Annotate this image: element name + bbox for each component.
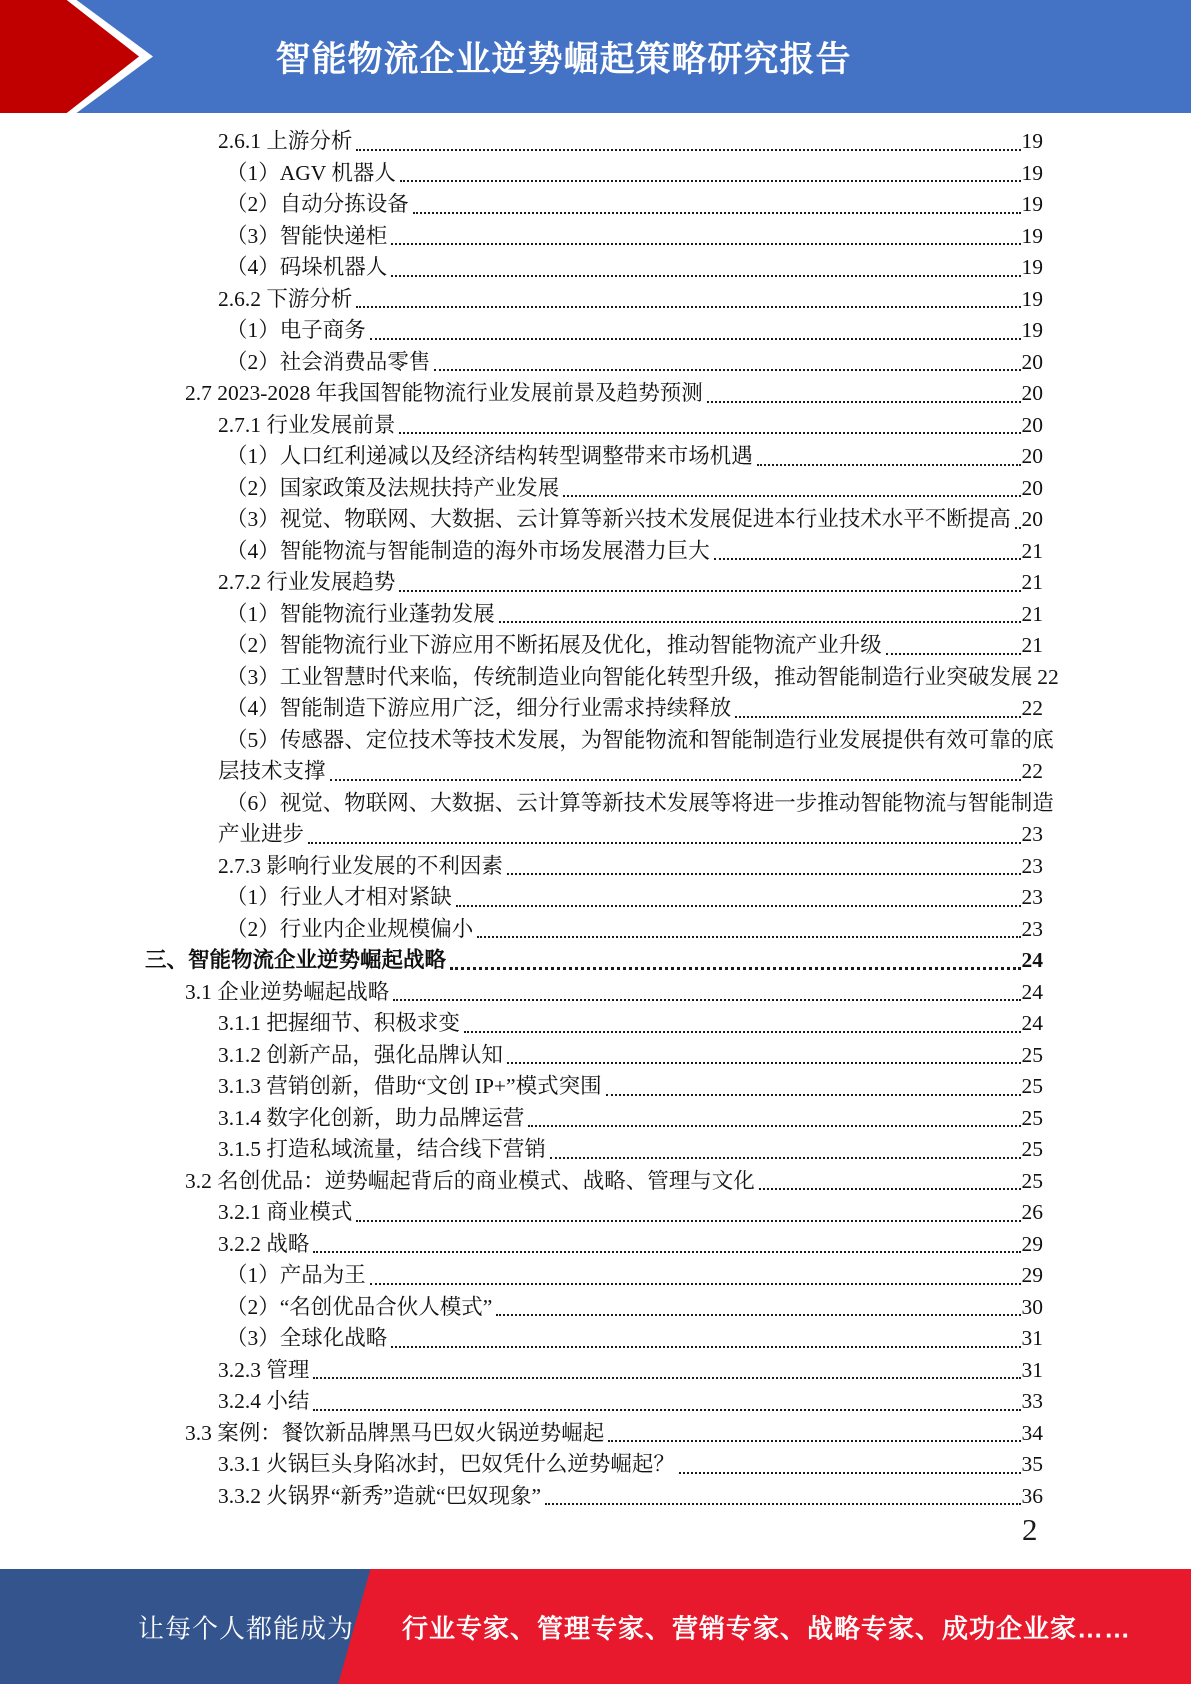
report-title: 智能物流企业逆势崛起策略研究报告: [275, 39, 852, 79]
dot-leader: [679, 1472, 1021, 1474]
toc-page-number: 36: [1021, 1483, 1043, 1508]
toc-entry-text: （1）产品为王: [226, 1263, 366, 1287]
toc-entry-text: （4）码垛机器人: [226, 255, 388, 279]
dot-leader: [308, 842, 1020, 844]
dot-leader: [477, 936, 1020, 938]
toc-page-number: 19: [1021, 286, 1043, 311]
toc-entry-text: （2）“名创优品合伙人模式”: [226, 1294, 493, 1319]
toc-entry-text: （2）自动分拣设备: [226, 192, 409, 216]
dot-leader: [608, 1440, 1020, 1442]
toc-entry[interactable]: [0, 284, 1043, 316]
toc-entry[interactable]: [0, 1229, 1043, 1261]
toc-page-number: 26: [1021, 1200, 1043, 1224]
toc-page-number: 23: [1021, 916, 1043, 941]
toc-page-number: 25: [1021, 1042, 1043, 1067]
toc-entry-text: （2）社会消费品零售: [226, 349, 431, 374]
toc-page-number: 25: [1021, 1105, 1043, 1130]
toc-entry-text: （3）视觉、物联网、大数据、云计算等新兴技术发展促进本行业技术水平不断提高: [226, 507, 1011, 531]
toc-entry[interactable]: [0, 945, 1043, 977]
toc-entry[interactable]: [0, 662, 1059, 694]
toc-page-number: 19: [1021, 192, 1043, 216]
toc-page-number: 35: [1021, 1452, 1043, 1476]
dot-leader: [464, 1031, 1021, 1033]
dot-leader: [313, 1409, 1020, 1411]
dot-leader: [456, 905, 1021, 907]
toc-entry-text: （1）人口红利递减以及经济结构转型调整带来市场机遇: [226, 444, 753, 468]
toc-page-number: 24: [1021, 948, 1043, 972]
toc-entry[interactable]: [0, 252, 1043, 284]
toc-entry-text: 3.1.3 营销创新，借助“文创 IP+”模式突围: [218, 1074, 602, 1098]
toc-entry-text: 2.7 2023-2028 年我国智能物流行业发展前景及趋势预测: [185, 381, 703, 405]
toc-entry[interactable]: [0, 126, 1043, 158]
toc-entry-text: 3.2.1 商业模式: [218, 1200, 353, 1224]
toc-entry-text: （3）全球化战略: [226, 1326, 388, 1350]
toc-entry[interactable]: [0, 504, 1043, 536]
dot-leader: [759, 1188, 1021, 1190]
toc-entry[interactable]: [0, 221, 1043, 253]
toc-page-number: 20: [1021, 475, 1043, 500]
dot-leader: [507, 873, 1021, 875]
toc-entry[interactable]: [0, 1292, 1043, 1324]
toc-entry-text: 2.6.2 下游分析: [218, 286, 353, 311]
dot-leader: [563, 495, 1020, 497]
toc-entry-text: 3.2.3 管理: [218, 1357, 310, 1382]
page-header-banner: [0, 0, 1191, 113]
dot-leader: [330, 779, 1021, 781]
dot-leader: [545, 1503, 1020, 1505]
toc-page-number: 19: [1021, 223, 1043, 248]
toc-page-number: 20: [1021, 507, 1043, 531]
toc-entry-text: （4）智能物流与智能制造的海外市场发展潜力巨大: [226, 538, 710, 563]
toc-entry-text: 3.2 名创优品：逆势崛起背后的商业模式、战略、管理与文化: [185, 1168, 755, 1193]
toc-entry[interactable]: [0, 693, 1043, 725]
toc-entry-text: 2.6.1 上游分析: [218, 129, 353, 153]
toc-page-number: 19: [1021, 160, 1043, 185]
dot-leader: [313, 1377, 1020, 1379]
toc-entry[interactable]: [0, 1449, 1043, 1481]
page-number: 2: [1022, 1512, 1038, 1547]
toc-entry-text: 2.7.2 行业发展趋势: [218, 570, 396, 594]
toc-entry-text: 3.3 案例：餐饮新品牌黑马巴奴火锅逆势崛起: [185, 1420, 605, 1445]
toc-entry[interactable]: [0, 410, 1043, 442]
toc-entry[interactable]: [0, 1481, 1043, 1513]
dot-leader: [496, 1314, 1020, 1316]
toc-entry-text: 3.1 企业逆势崛起战略: [185, 979, 390, 1004]
toc-entry-text: （2）行业内企业规模偏小: [226, 916, 474, 941]
toc-entry[interactable]: [0, 1008, 1043, 1040]
toc-page-number: 22: [1021, 759, 1043, 783]
dot-leader: [399, 432, 1020, 434]
toc-entry[interactable]: [0, 599, 1043, 631]
toc-entry[interactable]: [0, 756, 1043, 788]
dot-leader: [550, 1157, 1021, 1159]
toc-entry[interactable]: [0, 914, 1043, 946]
toc-entry[interactable]: [0, 630, 1043, 662]
toc-entry[interactable]: [0, 378, 1043, 410]
toc-entry[interactable]: [0, 788, 1054, 820]
toc-page-number: 21: [1021, 570, 1043, 594]
dot-leader: [434, 369, 1020, 371]
toc-entry-text: （4）智能制造下游应用广泛，细分行业需求持续释放: [226, 696, 732, 720]
toc-entry-text: 3.3.2 火锅界“新秀”造就“巴奴现象”: [218, 1483, 542, 1508]
dot-leader: [400, 180, 1021, 182]
toc-entry-text: 2.7.3 影响行业发展的不利因素: [218, 853, 503, 878]
toc-entry-text: （5）传感器、定位技术等技术发展，为智能物流和智能制造行业发展提供有效可靠的底: [226, 727, 1054, 752]
toc-entry[interactable]: [0, 189, 1043, 221]
dot-leader: [450, 967, 1020, 970]
dot-leader: [370, 1283, 1021, 1285]
toc-entry-text: 3.1.5 打造私域流量，结合线下营销: [218, 1137, 546, 1161]
dot-leader: [707, 401, 1021, 403]
toc-entry-text: （1）AGV 机器人: [226, 160, 396, 185]
toc-page-number: 19: [1021, 255, 1043, 279]
toc-page-number: 33: [1021, 1389, 1043, 1413]
toc-page-number: 23: [1021, 822, 1043, 846]
toc-page-number: 24: [1021, 1011, 1043, 1035]
toc-entry[interactable]: [0, 1355, 1043, 1387]
toc-entry[interactable]: [0, 977, 1043, 1009]
toc-page-number: 25: [1021, 1168, 1043, 1193]
toc-entry-text: 3.1.2 创新产品，强化品牌认知: [218, 1042, 503, 1067]
toc-entry-text: 3.2.2 战略: [218, 1231, 310, 1256]
toc-entry-text: 3.2.4 小结: [218, 1389, 310, 1413]
toc-entry[interactable]: [0, 1197, 1043, 1229]
toc-page-number: 30: [1021, 1294, 1043, 1319]
toc-entry-text: （3）智能快递柜: [226, 223, 388, 248]
toc-entry[interactable]: [0, 1134, 1043, 1166]
toc-entry-text: （2）智能物流行业下游应用不断拓展及优化，推动智能物流产业升级: [226, 633, 882, 657]
toc-page-number: 25: [1021, 1074, 1043, 1098]
toc-page-number: 20: [1021, 412, 1043, 437]
toc-entry[interactable]: [0, 819, 1043, 851]
toc-entry-text: 3.1.1 把握细节、积极求变: [218, 1011, 460, 1035]
toc-entry-text: （1）行业人才相对紧缺: [226, 885, 452, 909]
toc-page-number: 31: [1021, 1326, 1043, 1350]
table-of-contents: [0, 126, 1059, 1512]
toc-entry[interactable]: [0, 315, 1043, 347]
dot-leader: [391, 1346, 1020, 1348]
toc-entry-text: 三、智能物流企业逆势崛起战略: [145, 948, 447, 972]
dot-leader: [507, 1062, 1021, 1064]
toc-entry-text: （1）电子商务: [226, 318, 366, 342]
toc-page-number: 21: [1021, 538, 1043, 563]
toc-page-number: 29: [1021, 1263, 1043, 1287]
toc-page-number: 23: [1021, 853, 1043, 878]
toc-entry[interactable]: [0, 536, 1043, 568]
toc-entry-text: （1）智能物流行业蓬勃发展: [226, 601, 495, 626]
dot-leader: [356, 1220, 1020, 1222]
toc-page-number: 19: [1021, 318, 1043, 342]
dot-leader: [606, 1094, 1021, 1096]
toc-entry[interactable]: [0, 1323, 1043, 1355]
toc-entry-text: 3.1.4 数字化创新，助力品牌运营: [218, 1105, 525, 1130]
toc-entry[interactable]: [0, 473, 1043, 505]
toc-entry[interactable]: [0, 725, 1054, 757]
toc-page-number: 25: [1021, 1137, 1043, 1161]
dot-leader: [313, 1251, 1020, 1253]
toc-page-number: 19: [1021, 129, 1043, 153]
toc-entry[interactable]: [0, 1166, 1043, 1198]
dot-leader: [370, 338, 1021, 340]
toc-entry[interactable]: [0, 1071, 1043, 1103]
page-footer-banner: [0, 1569, 1191, 1684]
dot-leader: [499, 621, 1021, 623]
toc-entry[interactable]: [0, 158, 1043, 190]
toc-page-number: 31: [1021, 1357, 1043, 1382]
toc-entry[interactable]: [0, 441, 1043, 473]
toc-entry-text: 2.7.1 行业发展前景: [218, 412, 396, 437]
dot-leader: [735, 716, 1020, 718]
toc-entry-text: （2）国家政策及法规扶持产业发展: [226, 475, 560, 500]
toc-page-number: 24: [1021, 979, 1043, 1004]
toc-entry-text: （3）工业智慧时代来临，传统制造业向智能化转型升级，推动智能制造行业突破发展: [226, 664, 1033, 689]
toc-entry[interactable]: [0, 1103, 1043, 1135]
toc-page-number: 22: [1037, 664, 1059, 689]
footer-slogan-right: 行业专家、管理专家、营销专家、战略专家、成功企业家……: [402, 1613, 1132, 1643]
toc-page-number: 20: [1021, 381, 1043, 405]
toc-page-number: 21: [1021, 601, 1043, 626]
toc-entry-text: 层技术支撑: [218, 759, 326, 783]
toc-entry[interactable]: [0, 882, 1043, 914]
dot-leader: [356, 149, 1020, 151]
toc-page-number: 22: [1021, 696, 1043, 720]
toc-entry-text: 3.3.1 火锅巨头身陷冰封，巴奴凭什么逆势崛起？: [218, 1452, 675, 1476]
dot-leader: [1015, 527, 1021, 529]
toc-entry[interactable]: [0, 1386, 1043, 1418]
toc-entry[interactable]: [0, 1418, 1043, 1450]
dot-leader: [393, 999, 1020, 1001]
dot-leader: [886, 653, 1021, 655]
toc-entry[interactable]: [0, 1260, 1043, 1292]
dot-leader: [757, 464, 1021, 466]
dot-leader: [356, 306, 1020, 308]
dot-leader: [528, 1125, 1020, 1127]
toc-page-number: 23: [1021, 885, 1043, 909]
dot-leader: [391, 243, 1020, 245]
toc-page-number: 20: [1021, 444, 1043, 468]
toc-entry-text: 产业进步: [218, 822, 305, 846]
toc-page-number: 21: [1021, 633, 1043, 657]
dot-leader: [714, 558, 1021, 560]
toc-page-number: 29: [1021, 1231, 1043, 1256]
toc-entry[interactable]: [0, 1040, 1043, 1072]
toc-entry[interactable]: [0, 347, 1043, 379]
toc-entry-text: （6）视觉、物联网、大数据、云计算等新技术发展等将进一步推动智能物流与智能制造: [226, 790, 1054, 815]
dot-leader: [413, 212, 1021, 214]
toc-page-number: 34: [1021, 1420, 1043, 1445]
dot-leader: [391, 275, 1020, 277]
dot-leader: [399, 590, 1020, 592]
footer-slogan-left: 让每个人都能成为: [138, 1613, 355, 1643]
toc-entry[interactable]: [0, 567, 1043, 599]
toc-page-number: 20: [1021, 349, 1043, 374]
toc-entry[interactable]: [0, 851, 1043, 883]
